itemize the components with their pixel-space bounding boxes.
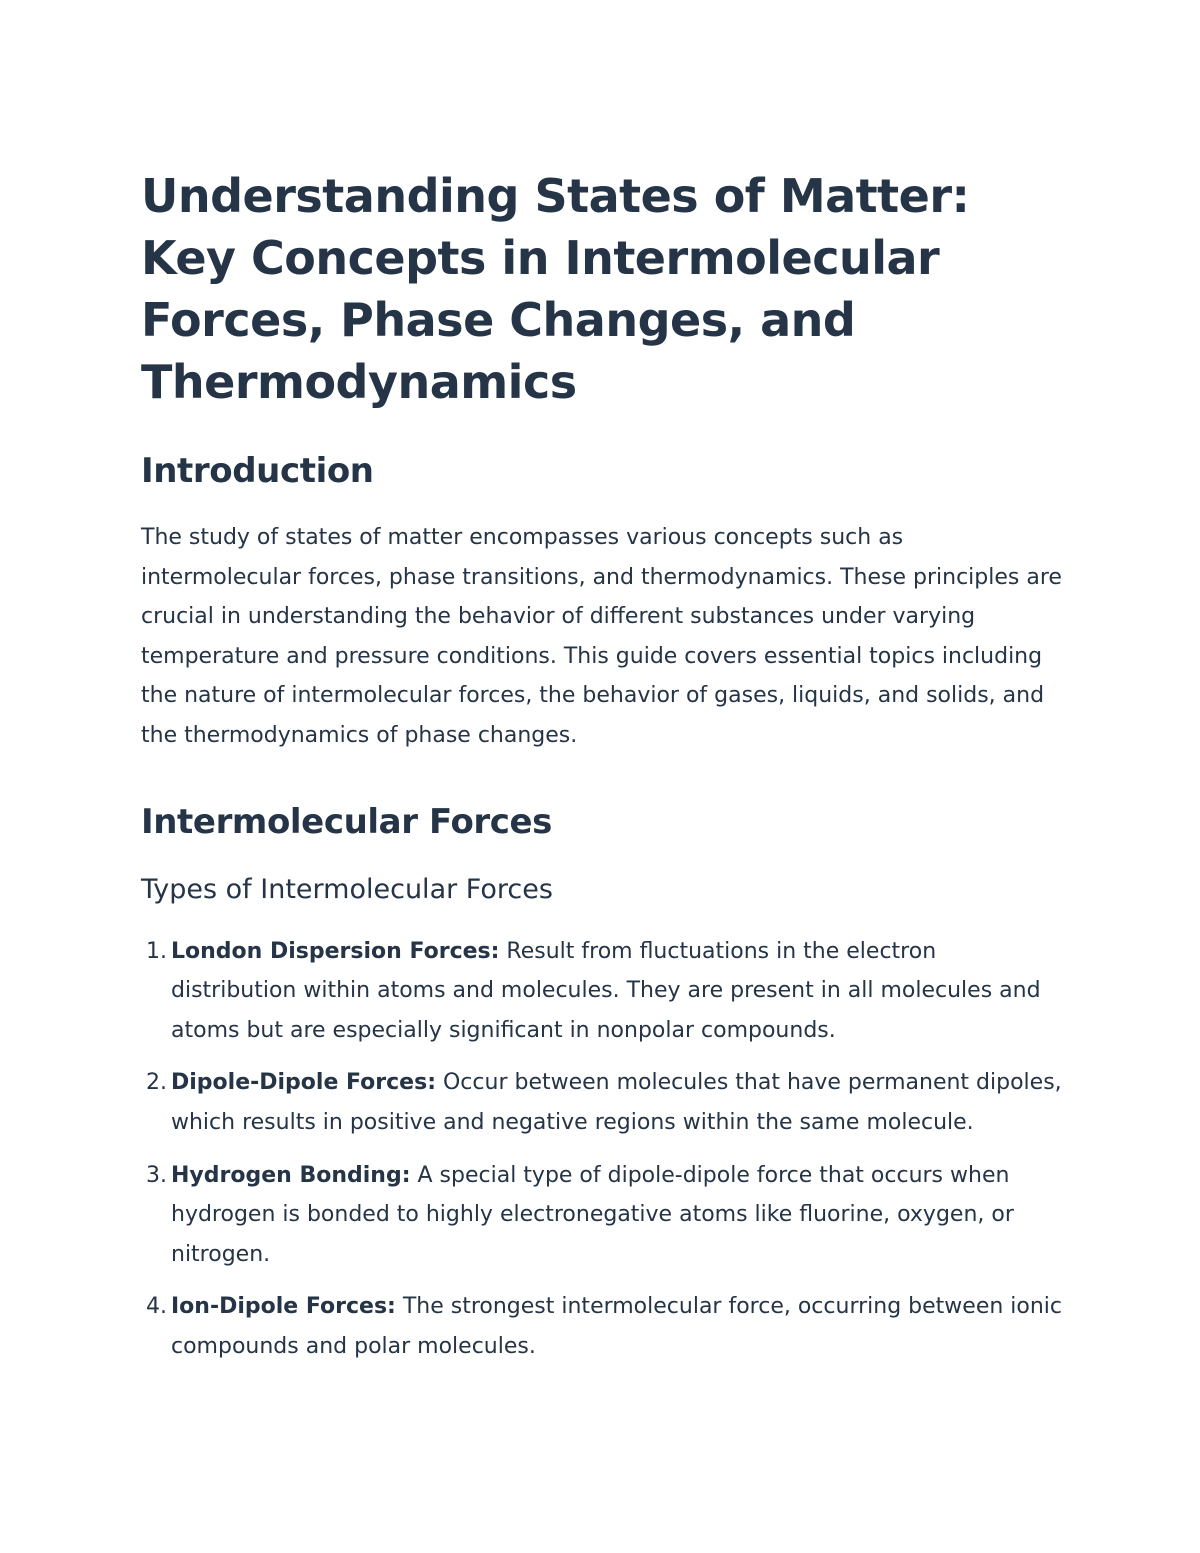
list-item	[141, 1156, 1066, 1275]
list-item	[141, 1063, 1066, 1142]
list-item-text: A special type of dipole-dipole force that occurs when hydrogen is bonded to highly electronegative atoms like fluorine, oxygen, or nitrogen.	[171, 1162, 1014, 1267]
types-of-forces-subheading: Types of Intermolecular Forces	[141, 873, 553, 905]
list-item-term: Ion-Dipole Forces:	[171, 1294, 396, 1320]
list-item-term: London Dispersion Forces:	[171, 938, 500, 964]
forces-list	[141, 932, 1066, 1367]
list-item	[141, 1287, 1066, 1366]
list-item-number: 1.	[146, 938, 167, 964]
list-item-text: Occur between molecules that have permanent dipoles, which results in positive and negative regions within the same molecule.	[171, 1070, 1062, 1135]
list-item-number: 3.	[146, 1162, 167, 1188]
list-item-term: Hydrogen Bonding:	[171, 1162, 411, 1188]
document-page	[141, 165, 1066, 1380]
introduction-heading: Introduction	[141, 451, 374, 491]
list-item-number: 2.	[146, 1070, 167, 1096]
list-item-text: The strongest intermolecular force, occurring between ionic compounds and polar molecules.	[171, 1294, 1063, 1359]
list-item	[141, 932, 1066, 1051]
list-item-number: 4.	[146, 1294, 167, 1320]
intermolecular-forces-heading: Intermolecular Forces	[141, 801, 553, 842]
document-title: Understanding States of Matter: Key Concepts in Intermolecular Forces, Phase Changes, and Thermodynamics	[141, 169, 970, 409]
list-item-text: Result from fluctuations in the electron distribution within atoms and molecules. They are present in all molecules and atoms but are especially significant in nonpolar compounds.	[171, 938, 1041, 1043]
list-item-term: Dipole-Dipole Forces:	[171, 1070, 436, 1096]
introduction-paragraph: The study of states of matter encompasses various concepts such as intermolecular forces, phase transitions, and thermodynamics. These principles are crucial in understanding the behavior of different substances under varying temperature and pressure conditions. This guide covers essential topics including the nature of intermolecular forces, the behavior of gases, liquids, and solids, and the thermodynamics of phase changes.	[141, 525, 1062, 748]
